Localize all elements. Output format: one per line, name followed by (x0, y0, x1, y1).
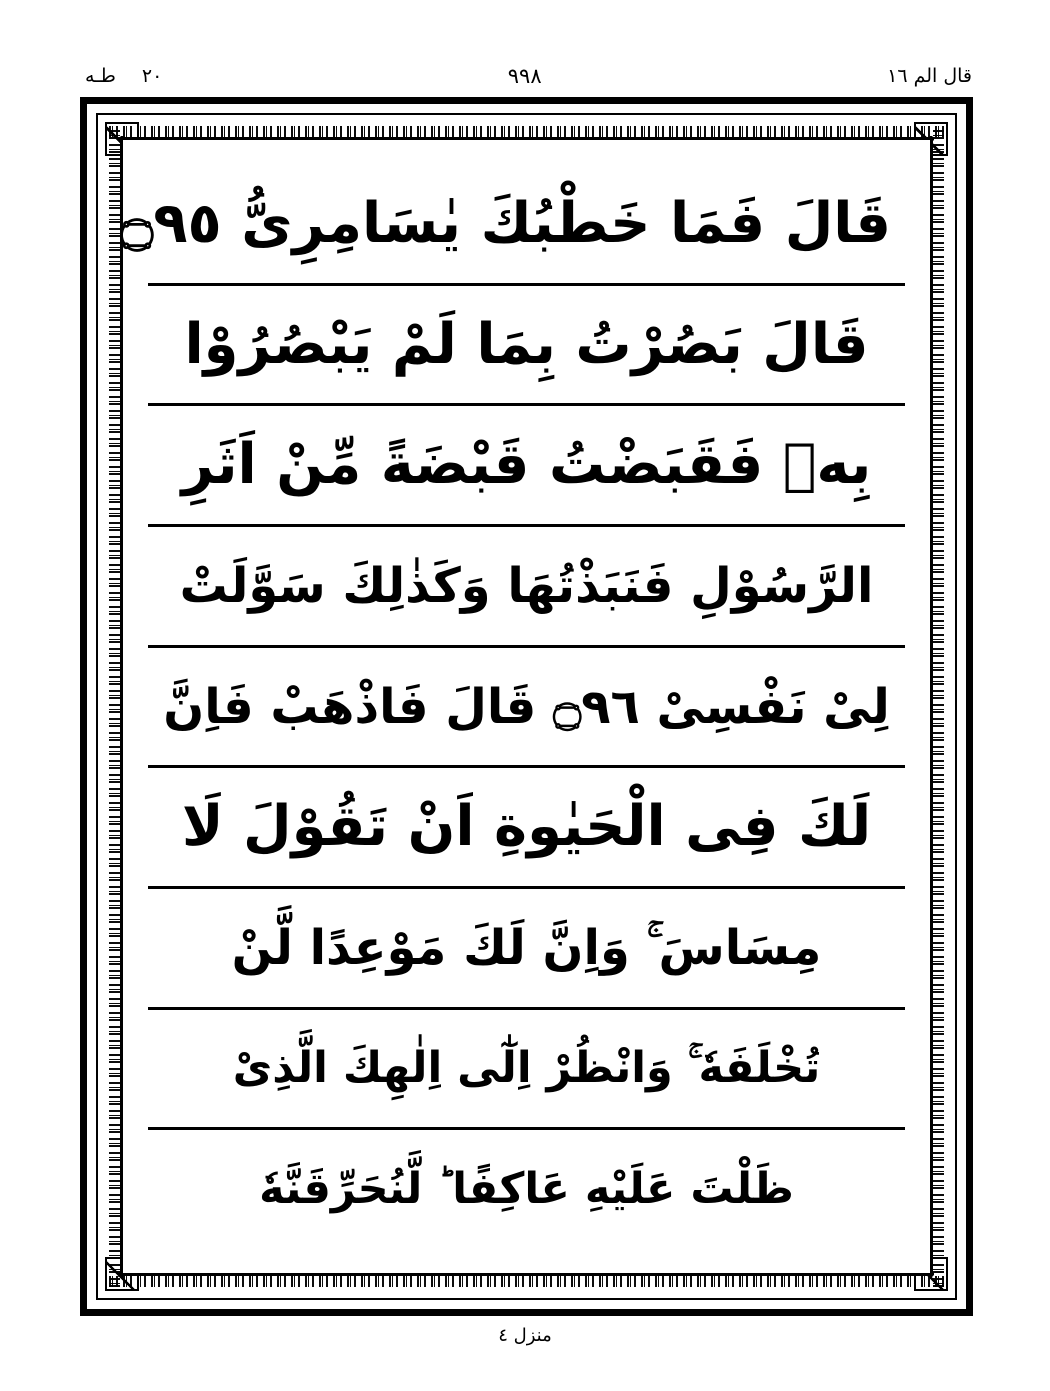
header-part-label-group (887, 65, 972, 87)
ayah-line-text: مِسَاسَ ۚ وَاِنَّ لَكَ مَوْعِدًا لَّنْ (231, 919, 822, 976)
ayah-lines (120, 165, 905, 1248)
ayah-line-text: ظَلْتَ عَلَيْهِ عَاكِفًا ؕ لَّنُحَرِّقَنَّهٗ (259, 1163, 794, 1214)
ayah-line-8 (148, 1010, 905, 1131)
ayah-line-text: بِهٖ فَقَبَضْتُ قَبْضَةً مِّنْ اَثَرِ (181, 432, 872, 498)
page-border-frame (80, 97, 973, 1316)
ayah-line-9 (148, 1130, 905, 1248)
ayah-line-text: قَالَ بَصُرْتُ بِمَا لَمْ يَبْصُرُوْا (184, 311, 869, 377)
ornament-band-top (109, 126, 944, 137)
page-number: ٩٩٨ (507, 64, 542, 88)
manzil-label: منزل ٤ (498, 1325, 552, 1346)
header-surah-label: طـه (85, 65, 116, 87)
ayah-line-2 (148, 286, 905, 407)
header-part-label: قال الم ١٦ (887, 65, 972, 87)
page-header (85, 58, 972, 94)
ayah-line-7 (148, 889, 905, 1010)
header-juz-label: ٢٠ (141, 65, 163, 87)
ayah-line-6 (148, 768, 905, 889)
ayah-line-text: لِىْ نَفْسِىْ ۝٩٦ قَالَ فَاذْهَبْ فَاِنَّ (163, 678, 890, 735)
ayah-line-text: تُخْلَفَهٗ ۚ وَانْظُرْ اِلٰٓى اِلٰهِكَ الَّذِىْ (232, 1043, 821, 1094)
ayah-line-text: الرَّسُوْلِ فَنَبَذْتُهَا وَكَذٰلِكَ سَوَّلَتْ (179, 557, 874, 614)
ayah-line-text: قَالَ فَمَا خَطْبُكَ يٰسَامِرِىُّ ۝٩٥ (120, 190, 891, 256)
ornament-band-bottom (109, 1276, 944, 1287)
ayah-line-1 (120, 165, 905, 286)
ornament-band-right (933, 126, 944, 1287)
ayah-line-5 (148, 648, 905, 769)
ornament-band-left (109, 126, 120, 1287)
text-block-frame (120, 137, 933, 1276)
ayah-line-3 (148, 406, 905, 527)
page-footer (0, 1325, 1050, 1346)
header-surah-group (85, 65, 162, 87)
page-border-mid (96, 113, 957, 1300)
ayah-line-4 (148, 527, 905, 648)
ayah-line-text: لَكَ فِى الْحَيٰوةِ اَنْ تَقُوْلَ لَا (181, 794, 872, 860)
